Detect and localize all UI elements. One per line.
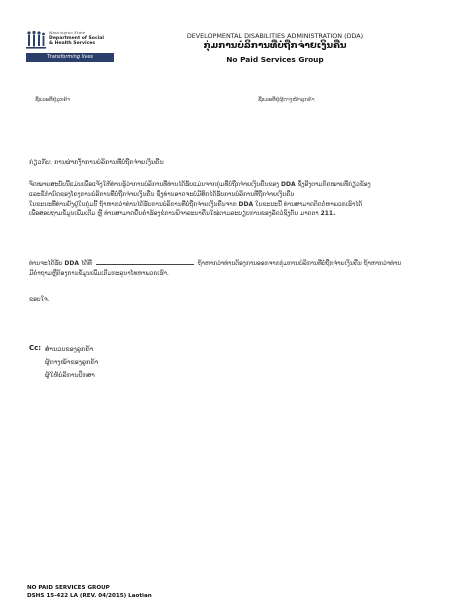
text-run: ຊຶ່ງອີງຕາມກົດໝາຍທີ່ກ່ຽວຂ້ອງ	[297, 181, 371, 188]
client-address-label: ຊື່ແລະທີ່ຢູ່ລູກຄ້າ	[35, 97, 71, 103]
logo-tagline: Transforming lives	[46, 54, 94, 60]
text-run: ຖ້າຫາກວ່າທ່ານຕ້ອງການອອກຈາກກຸ່ມການບໍລິການທີ່ບໍ່ຖືກຈ່າຍເງິນຄືນ ຖ້າຫາກວ່າທ່ານ	[197, 260, 402, 267]
dshs-figures-icon	[26, 30, 46, 50]
logo-dept-line1: Department of Social	[49, 36, 104, 41]
logo-state-text: Washington State	[49, 31, 86, 35]
representative-address-label: ຊື່ແລະທີ່ຢູ່ຜູ້ຕາງໜ້າລູກຄ້າ	[258, 97, 315, 103]
text-run: ໃນຂະນະທີ່ທ່ານຍັງຢູ່ໃນກຸ່ມນີ້ ຖ້າຫາກວ່າທ່ານໄດ້ຮັບການບໍລິການທີ່ບໍ່ຖືກຈ່າຍເງິນຄືນຈາກ	[29, 200, 237, 208]
closing-thanks: ຂອບໃຈ.	[29, 296, 50, 303]
text-run: ເພື່ອສອບຖາມຂໍ້ມູນເພີ່ມເຕີມ ຫຼື ທ່ານສາມາດຍື່ນຄຳຮ້ອງຂໍການພິຈາລະນາຄືນໃໝ່ຕາມລະບຽບການຂອງລັດວໍຊິງຕັນ ມາດຕາ	[29, 210, 319, 218]
cc-list	[45, 343, 98, 381]
footer-form-name: NO PAID SERVICES GROUP	[27, 585, 110, 591]
body-paragraph-1	[29, 180, 444, 219]
footer-form-number: DSHS 15-422 LA (REV. 04/2015) Laotian	[27, 592, 152, 599]
contact-blank-field[interactable]	[96, 257, 194, 265]
text-run: ໃນຂະນະນີ້ ທ່ານສາມາດຕິດຕໍ່ຫາພວກເຮົາໄດ້	[255, 200, 363, 208]
text-run: ໄດ້ທີ່	[80, 260, 92, 267]
cc-label: Cc:	[29, 344, 42, 352]
wac-reference: 211.	[320, 210, 336, 218]
title-english: No Paid Services Group	[226, 55, 324, 64]
paragraph-line	[29, 209, 444, 219]
cc-item: ສຳນວນຂອງລູກຄ້າ	[45, 345, 94, 353]
dda-mention: DDA	[64, 260, 80, 267]
body-paragraph-2	[29, 257, 444, 279]
cc-item: ຜູ້ໃຫ້ບໍລິການປຶກສາ	[45, 370, 95, 379]
subject-line: ກ່ຽວກັບ: ການຜ່າກງໍ້າການບໍລິການທີ່ບໍ່ຖືກຈ່າຍເງິນຄືນ	[29, 158, 164, 166]
paragraph-line	[29, 257, 444, 269]
cc-item: ຜູ້ຕາງໜ້າຂອງລູກຄ້າ	[45, 357, 99, 366]
paragraph-line: ແລະຂໍ້ກຳນົດຂອງໂຄງການບໍລິການທີ່ບໍ່ຖືກຈ່າຍເງິນຄືນ ຊຶ່ງທ່ານອາດຈະບໍ່ມີສິດໄດ້ຮັບການບໍລິການທີ່ຖືກຈ່າຍເງິນຄືນ	[29, 190, 295, 198]
paragraph-line	[29, 200, 444, 210]
dshs-logo	[26, 30, 114, 68]
dda-mention: DDA	[238, 200, 254, 208]
paragraph-line	[29, 180, 444, 190]
text-run: ຈົດໝາຍສະບັບນີ້ແມ່ນເພື່ອແຈ້ງໃຫ້ທ່ານຮູ້ວ່າການບໍລິການທີ່ທ່ານໄດ້ຮັບແມ່ນຈາກກຸ່ມທີ່ບໍ່ຖືກຈ່າຍເງິນຄືນຂອງ	[29, 181, 280, 188]
agency-name: DEVELOPMENTAL DISABILITIES ADMINISTRATION (DDA)	[186, 32, 364, 40]
form-footer	[27, 585, 152, 600]
logo-dept-line2: & Health Services	[49, 41, 96, 47]
dda-mention: DDA	[281, 181, 296, 188]
logo-dept-text	[49, 36, 104, 46]
paragraph-line: ມີຄຳຖາມຫຼືຕ້ອງການຂໍ້ມູນເພີ່ມເຕີມກະລຸນາໂທຫາພວກເຮົາ.	[29, 269, 169, 277]
title-lao: ກຸ່ມການບໍລິການທີ່ບໍ່ຖືກຈ່າຍເງິນຄືນ	[203, 41, 347, 51]
text-run: ທ່ານຈະໄດ້ຮັບ	[29, 260, 63, 267]
